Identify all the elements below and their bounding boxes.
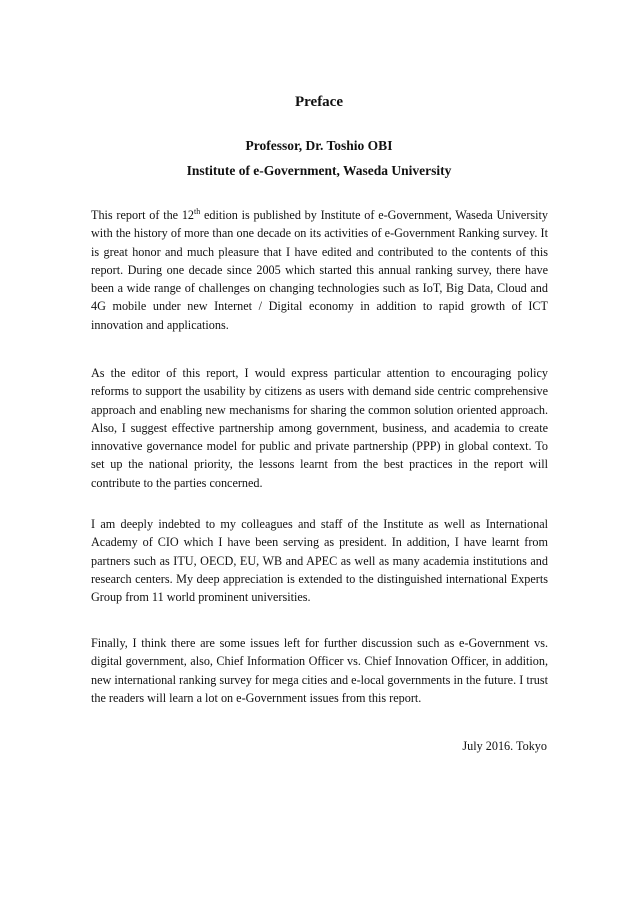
paragraph-1-rest: edition is published by Institute of e-Government, Waseda University with the history of more than one decade on its activities of e-Government Ranking survey. It is great honor and much pleasure that I have edited and contributed to the contents of this report. During one decade since 2005 which started this annual ranking survey, there have been a wide range of challenges on changing technologies such as IoT, Big Data, Cloud and 4G mobile under new Internet / Digital economy in addition to rapid growth of ICT innovation and applications. — [91, 208, 548, 332]
page-title: Preface — [294, 94, 344, 110]
paragraph-3: I am deeply indebted to my colleagues and staff of the Institute as well as International Academy of CIO which I have been serving as president. In addition, I have learnt from partners such as ITU, OECD, EU, WB and APEC as well as many academia institutions and research centers. My deep appreciation is extended to the distinguished international Experts Group from 11 world prominent universities. — [91, 517, 548, 605]
paragraph-1-start: This report of the 12 — [91, 208, 195, 222]
author-line: Professor, Dr. Toshio OBI — [245, 138, 393, 153]
institute-line: Institute of e-Government, Waseda University — [186, 163, 452, 178]
paragraph-4: Finally, I think there are some issues left for further discussion such as e-Government vs. digital government, also, Chief Information Officer vs. Chief Innovation Officer, in addition, new international ranking survey for mega cities and e-local governments in the future. I trust the readers will learn a lot on e-Government issues from this report. — [91, 636, 548, 705]
paragraph-2: As the editor of this report, I would express particular attention to encouraging policy reforms to support the usability by citizens as users with demand side centric comprehensive approach and enabling new mechanisms for sharing the common solution oriented approach. Also, I suggest effective partnership among government, business, and academia to create innovative governance model for public and private partnership (PPP) in global context. To set up the national priority, the lessons learnt from the best practices in the report will contribute to the parties concerned. — [91, 366, 548, 490]
ordinal-superscript: th — [194, 206, 201, 216]
paragraph-1 — [91, 206, 548, 334]
date-place-signature: July 2016. Tokyo — [462, 739, 547, 753]
